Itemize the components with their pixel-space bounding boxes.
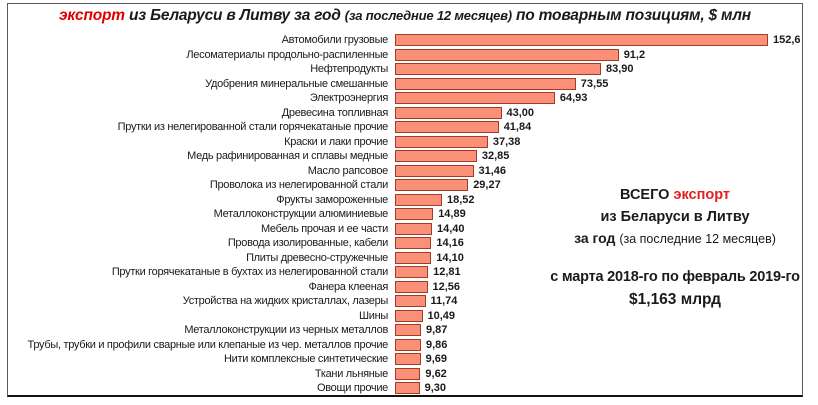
annotation-block <box>535 188 815 308</box>
annotation-total-line <box>535 188 815 203</box>
annotation-period-line <box>535 231 815 246</box>
bar <box>395 208 433 220</box>
category-label: Металлоконструкции из черных металлов <box>184 324 388 336</box>
category-label: Устройства на жидких кристаллах, лазеры <box>182 295 388 307</box>
bar-row <box>8 367 802 382</box>
category-label: Ткани льняные <box>314 367 388 380</box>
bar <box>395 121 499 133</box>
bar <box>395 281 428 293</box>
bar <box>395 266 428 278</box>
value-label: 37,38 <box>492 135 521 148</box>
value-label: 73,55 <box>580 77 609 90</box>
value-label: 9,87 <box>426 324 448 337</box>
category-label: Шины <box>358 309 388 322</box>
category-label: Автомобили грузовые <box>281 34 388 46</box>
bar-row <box>8 338 802 353</box>
value-label: 32,85 <box>481 150 510 163</box>
category-label: Электроэнергия <box>309 92 388 104</box>
bar <box>395 252 431 264</box>
bar-row <box>8 77 802 92</box>
bar <box>395 310 423 322</box>
category-label: Трубы, трубки и профили сварные или клепаные из чер. металлов прочие <box>27 338 388 351</box>
bar <box>395 63 601 75</box>
value-label: 29,27 <box>473 179 501 192</box>
category-label: Лесоматериалы продольно-распиленные <box>186 48 388 61</box>
annotation-direction-line: из Беларуси в Литву <box>600 208 750 225</box>
annotation-period-bold: за год <box>574 230 620 246</box>
value-label: 41,84 <box>503 121 532 134</box>
value-label: 9,69 <box>425 353 448 366</box>
value-label: 9,62 <box>425 367 447 380</box>
bar <box>395 353 421 365</box>
value-label: 14,16 <box>436 237 464 250</box>
value-label: 10,49 <box>427 309 456 322</box>
annotation-period-paren: (за последние 12 месяцев) <box>619 232 776 246</box>
title-highlight: экспорт <box>59 7 125 24</box>
bar <box>395 339 421 351</box>
category-label: Удобрения минеральные смешанные <box>205 77 388 90</box>
bar <box>395 107 502 119</box>
category-label: Нити комплексные синтетические <box>223 353 388 365</box>
category-label: Масло рапсовое <box>307 164 388 177</box>
category-label: Провода изолированные, кабели <box>227 237 388 249</box>
bar <box>395 78 576 90</box>
bar <box>395 223 432 235</box>
value-label: 152,6 <box>773 34 801 47</box>
title-tail: по товарным позициям, $ млн <box>511 7 751 24</box>
bar <box>395 165 474 177</box>
bar <box>395 179 468 191</box>
annotation-range-line: с марта 2018-го по февраль 2019-го <box>550 268 800 285</box>
title-main: из Беларуси в Литву за год <box>124 7 345 24</box>
category-label: Краски и лаки прочие <box>284 135 388 148</box>
bar <box>395 237 431 249</box>
bar-row <box>8 120 802 135</box>
bar <box>395 34 768 46</box>
bar <box>395 324 421 336</box>
bar-row <box>8 352 802 367</box>
value-label: 64,93 <box>559 92 588 105</box>
bar-row <box>8 106 802 121</box>
bar-row <box>8 381 802 396</box>
category-label: Овощи прочие <box>317 382 388 394</box>
category-label: Металлоконструкции алюминиевые <box>213 208 388 220</box>
category-label: Прутки из нелегированной стали горячекатаные прочие <box>117 121 388 133</box>
bar-row <box>8 149 802 164</box>
category-label: Фанера клееная <box>308 280 388 293</box>
bar <box>395 368 420 380</box>
category-label: Медь рафинированная и сплавы медные <box>187 150 388 162</box>
value-label: 9,30 <box>424 382 447 395</box>
bar <box>395 150 477 162</box>
annotation-sum-line: $1,163 млрд <box>629 291 721 308</box>
category-label: Фрукты замороженные <box>276 193 388 206</box>
bar <box>395 136 488 148</box>
bar-row <box>8 33 802 48</box>
bar-row <box>8 48 802 63</box>
bar-row <box>8 135 802 150</box>
bar <box>395 295 426 307</box>
value-label: 14,40 <box>437 222 465 235</box>
bar <box>395 92 555 104</box>
value-label: 18,52 <box>447 193 475 206</box>
bar <box>395 194 442 206</box>
bar-row <box>8 309 802 324</box>
category-label: Плиты древесно-стружечные <box>246 251 388 264</box>
bar-row <box>8 91 802 106</box>
value-label: 14,10 <box>436 251 464 264</box>
bar-row <box>8 62 802 77</box>
chart-title <box>8 7 802 25</box>
bar-row <box>8 323 802 338</box>
bar <box>395 49 619 61</box>
value-label: 12,56 <box>432 280 461 293</box>
category-label: Древесина топливная <box>281 106 388 119</box>
value-label: 43,00 <box>506 106 535 119</box>
annotation-total-label: ВСЕГО <box>620 187 674 203</box>
value-label: 31,46 <box>478 164 507 177</box>
value-label: 12,81 <box>433 266 461 279</box>
value-label: 83,90 <box>606 63 634 76</box>
bar <box>395 382 420 394</box>
category-label: Нефтепродукты <box>310 63 388 75</box>
category-label: Мебель прочая и ее части <box>260 222 388 235</box>
value-label: 11,74 <box>430 295 458 308</box>
value-label: 14,89 <box>438 208 466 221</box>
value-label: 9,86 <box>426 338 448 351</box>
annotation-total-highlight: экспорт <box>673 187 730 203</box>
category-label: Прутки горячекатаные в бухтах из нелегированной стали <box>111 266 388 278</box>
category-label: Проволока из нелегированной стали <box>209 179 388 191</box>
title-paren: (за последние 12 месяцев) <box>344 8 512 23</box>
value-label: 91,2 <box>623 48 646 61</box>
bar-row <box>8 164 802 179</box>
